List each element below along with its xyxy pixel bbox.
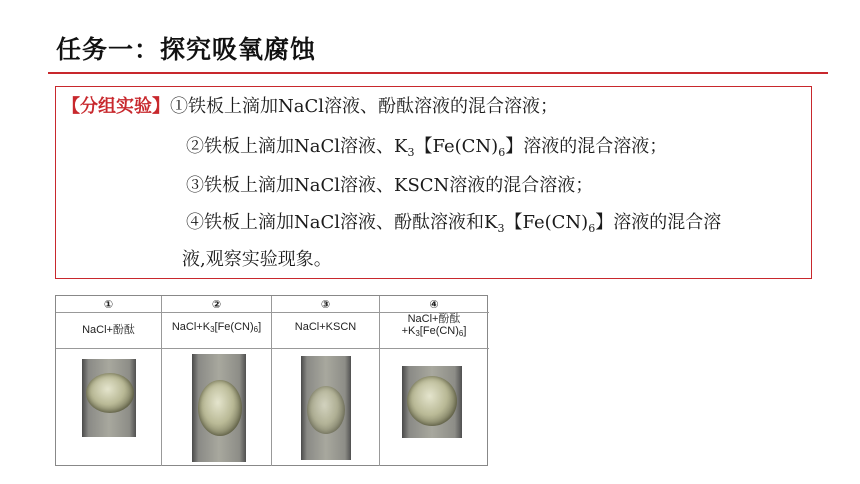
step-4-tail: 】溶液的混合溶 (595, 212, 722, 233)
label-2-sub-3: 3 (210, 325, 215, 334)
experiment-line-5 (182, 248, 332, 272)
experiment-line-2 (186, 135, 667, 165)
label-4-sub-6: 6 (458, 329, 464, 338)
column-label-3: NaCl+KSCN (294, 321, 357, 333)
table-column-3 (272, 296, 380, 466)
step-4-sub-6: 6 (588, 222, 596, 235)
drop-4 (407, 376, 457, 426)
label-4-tail: ] (463, 325, 467, 337)
label-4-line-1: NaCl+酚酞 (407, 313, 461, 325)
step-2-tail: 】溶液的混合溶液； (505, 136, 668, 157)
results-table (55, 295, 488, 466)
step-4-continuation: 液,观察实验现象。 (182, 249, 332, 270)
column-label-2 (162, 321, 271, 334)
experiment-line-4 (186, 211, 721, 241)
experiment-line-3 (186, 174, 593, 198)
label-2-text: NaCl+K (171, 321, 211, 333)
title-underline (48, 72, 828, 74)
label-4-text: +K (401, 325, 416, 337)
step-4-sub-3: 3 (497, 222, 505, 235)
step-2-formula: 【Fe(CN) (414, 136, 499, 157)
table-column-4 (380, 296, 488, 466)
drop-3 (307, 386, 345, 434)
drop-1 (86, 373, 134, 413)
step-2-sub-3: 3 (407, 146, 415, 159)
experiment-box (55, 86, 812, 279)
table-column-2 (162, 296, 272, 466)
label-4-sub-3: 3 (415, 329, 420, 338)
label-2-tail: ] (258, 321, 262, 333)
sample-photo-1 (82, 359, 136, 437)
column-header-4: ④ (429, 299, 439, 311)
table-column-1 (56, 296, 162, 466)
sample-photo-4 (402, 366, 462, 438)
sample-photo-3 (301, 356, 351, 460)
step-2-sub-6: 6 (498, 146, 506, 159)
experiment-step-1: ①铁板上滴加NaCl溶液、酚酞溶液的混合溶液； (170, 96, 559, 117)
label-4-line-2 (380, 325, 488, 340)
label-2-formula: [Fe(CN) (214, 321, 254, 333)
column-header-1: ① (103, 299, 114, 311)
label-4-formula: [Fe(CN) (419, 325, 459, 337)
step-4-text: ④铁板上滴加NaCl溶液、酚酞溶液和K (186, 212, 498, 233)
page-title: 任务一：探究吸氧腐蚀 (56, 35, 317, 64)
experiment-tag: 【分组实验】 (62, 96, 170, 117)
column-label-4 (380, 313, 488, 340)
column-label-1: NaCl+酚酞 (82, 324, 135, 336)
column-header-3: ③ (320, 299, 331, 311)
experiment-line-1 (62, 95, 558, 119)
step-3-text: ③铁板上滴加NaCl溶液、KSCN溶液的混合溶液； (186, 175, 594, 196)
column-header-2: ② (211, 299, 222, 311)
step-4-formula: 【Fe(CN) (504, 212, 589, 233)
drop-2 (198, 380, 242, 436)
step-2-text: ②铁板上滴加NaCl溶液、K (186, 136, 408, 157)
sample-photo-2 (192, 354, 246, 462)
label-2-sub-6: 6 (253, 325, 259, 334)
